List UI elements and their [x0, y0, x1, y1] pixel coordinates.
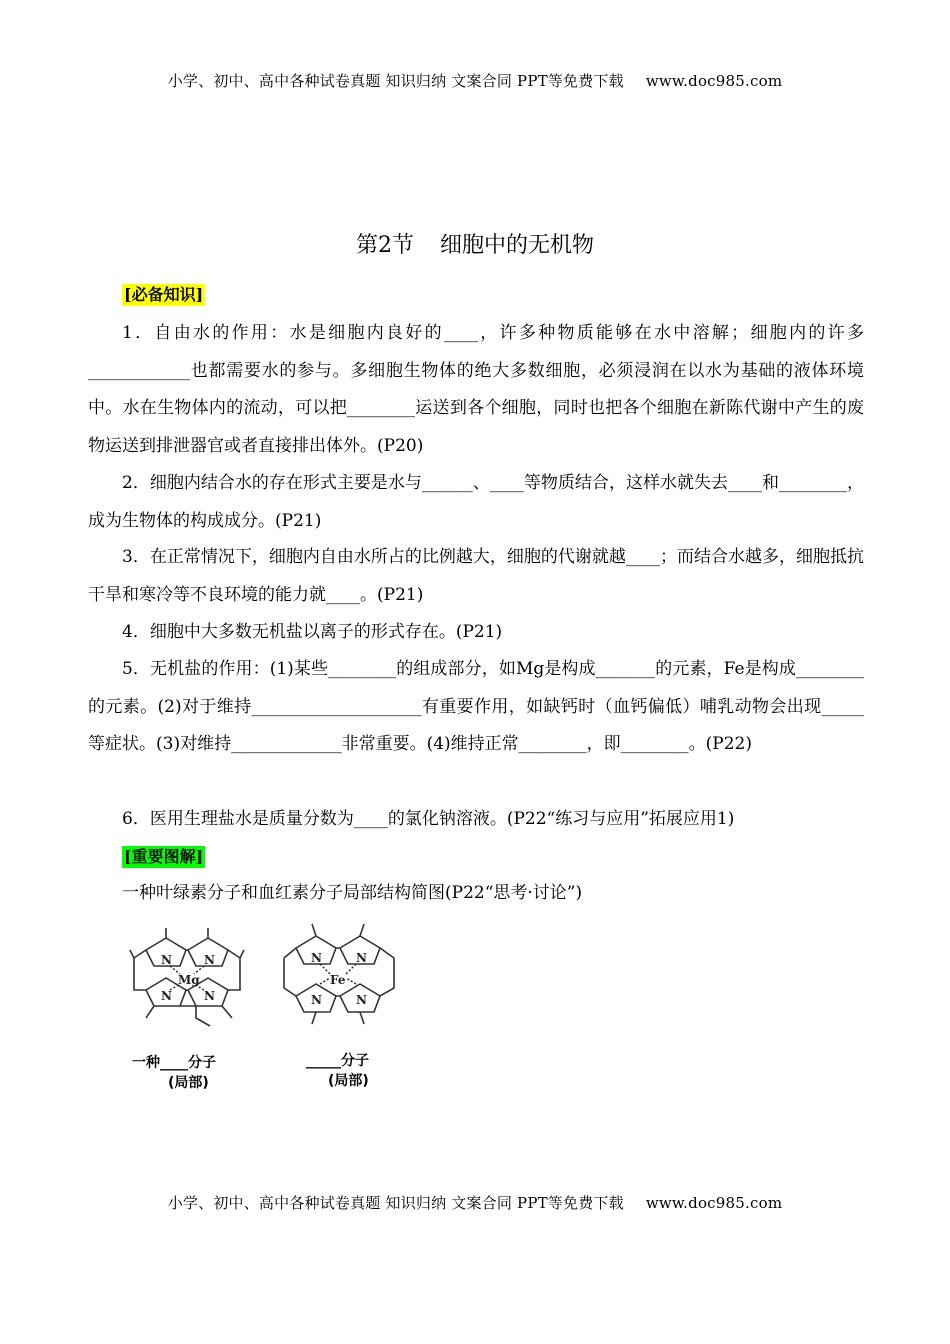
- chlorophyll-label: 一种____分子: [132, 1055, 216, 1071]
- n-atom-4: N: [204, 989, 215, 1003]
- n-atom-3: N: [161, 989, 172, 1003]
- section-name: 细胞中的无机物: [439, 233, 594, 258]
- page-title: [0, 228, 950, 259]
- paragraph-1: 1．自由水的作用：水是细胞内良好的____，许多种物质能够在水中溶解；细胞内的许多____________也都需要水的参与。多细胞生物体的绝大多数细胞，必须浸润在以水为基础的液体环境中。水在生物体内的流动，可以把________运送到各个细胞，同时也把各个细胞在新陈代谢中产生的废物运送到排泄器官或者直接排出体外。(P20): [88, 323, 864, 456]
- n-atom-7: N: [311, 993, 322, 1007]
- n-atom-5: N: [311, 951, 322, 965]
- figure-caption: 一种叶绿素分子和血红素分子局部结构简图(P22“思考·讨论”): [122, 883, 583, 903]
- paragraph-4: 4．细胞中大多数无机盐以离子的形式存在。(P21): [122, 622, 503, 642]
- paragraph-2: 2．细胞内结合水的存在形式主要是水与______、____等物质结合，这样水就失去____和________，成为生物体的构成成分。(P21): [88, 473, 864, 531]
- mg-atom: Mg: [178, 973, 200, 987]
- page-header: [0, 70, 950, 91]
- heme-partial: (局部): [328, 1073, 369, 1089]
- header-text: 小学、初中、高中各种试卷真题 知识归纳 文案合同 PPT等免费下载: [167, 72, 624, 90]
- footer-text: 小学、初中、高中各种试卷真题 知识归纳 文案合同 PPT等免费下载: [167, 1194, 624, 1212]
- paragraph-5: 5．无机盐的作用：(1)某些________的组成部分，如Mg是构成_______的元素，Fe是构成________的元素。(2)对于维持____________________有重要作用，如缺钙时（血钙偏低）哺乳动物会出现_____等症状。(3)对维持_____________非常重要。(4)维持正常________，即________。(P22): [88, 659, 864, 754]
- page-footer: [0, 1192, 950, 1213]
- n-atom-8: N: [356, 993, 367, 1007]
- heme-label: _____分子: [306, 1053, 369, 1069]
- fe-atom: Fe: [330, 973, 346, 987]
- n-atom-6: N: [356, 951, 367, 965]
- section-number: 第2节: [355, 233, 414, 258]
- header-url[interactable]: www.doc985.com: [645, 72, 783, 90]
- n-atom-2: N: [204, 953, 215, 967]
- molecule-figure: [124, 918, 424, 1112]
- paragraph-6: 6．医用生理盐水是质量分数为____的氯化钠溶液。(P22“练习与应用”拓展应用1): [122, 809, 735, 829]
- knowledge-badge: [必备知识]: [124, 285, 204, 304]
- figures-badge: [重要图解]: [124, 847, 204, 866]
- chlorophyll-partial: (局部): [168, 1075, 209, 1091]
- n-atom-1: N: [161, 953, 172, 967]
- footer-url[interactable]: www.doc985.com: [645, 1194, 783, 1212]
- paragraph-3: 3．在正常情况下，细胞内自由水所占的比例越大，细胞的代谢就越____；而结合水越多，细胞抵抗干旱和寒冷等不良环境的能力就____。(P21): [88, 547, 864, 605]
